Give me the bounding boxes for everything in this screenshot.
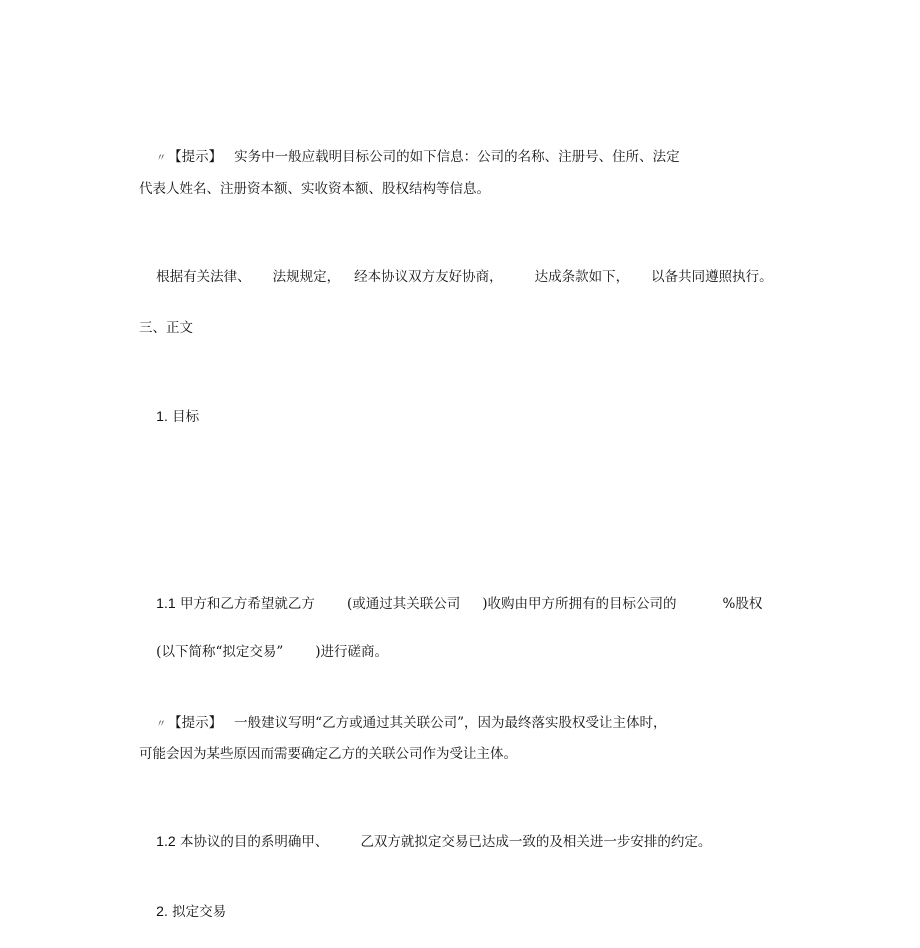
preamble-part-e: 以备共同遵照执行。 <box>651 269 773 285</box>
tip-mark-icon: 〃 <box>156 153 167 164</box>
clause-part-b: )进行磋商。 <box>315 644 389 660</box>
section-heading: 三、正文 <box>139 320 193 336</box>
clause-1-2 <box>139 814 711 869</box>
clause-number: 1. <box>156 408 168 424</box>
clause-heading-1 <box>139 389 199 444</box>
clause-number: 2. <box>156 903 168 919</box>
tip-paragraph-2 <box>139 696 666 752</box>
clause-heading-2 <box>139 884 226 939</box>
clause-part-a: (以下简称“拟定交易” <box>156 644 284 660</box>
clause-title: 目标 <box>172 409 200 425</box>
clause-part-d: %股权 <box>722 596 763 612</box>
preamble-paragraph <box>139 250 773 304</box>
clause-part-b: 乙双方就拟定交易已达成一致的及相关进一步安排的约定。 <box>360 834 712 850</box>
clause-part-c: )收购由甲方所拥有的目标公司的 <box>482 596 677 612</box>
tip-label: 【提示】 <box>168 715 223 731</box>
clause-number: 1.2 <box>156 833 176 849</box>
preamble-part-a: 根据有关法律、 <box>156 269 251 285</box>
tip-paragraph-2-continued: 可能会因为某些原因而需要确定乙方的关联公司作为受让主体。 <box>139 746 517 762</box>
clause-title: 拟定交易 <box>172 904 227 920</box>
clause-number: 1.1 <box>156 595 176 611</box>
tip-text: 实务中一般应载明目标公司的如下信息：公司的名称、注册号、住所、法定 <box>234 149 680 165</box>
preamble-part-d: 达成条款如下， <box>534 269 630 285</box>
clause-1-1 <box>139 576 762 631</box>
tip-mark-icon: 〃 <box>156 719 167 730</box>
preamble-part-c: 经本协议双方友好协商， <box>354 269 503 285</box>
clause-part-b: (或通过其关联公司 <box>346 596 461 612</box>
tip-paragraph-1-continued: 代表人姓名、注册资本额、实收资本额、股权结构等信息。 <box>139 181 490 197</box>
clause-part-a: 本协议的目的系明确甲、 <box>179 834 329 850</box>
clause-part-a: 甲方和乙方希望就乙方 <box>179 596 315 612</box>
preamble-part-b: 法规规定， <box>272 269 341 285</box>
tip-text: 一般建议写明“乙方或通过其关联公司”，因为最终落实股权受让主体时， <box>234 715 667 731</box>
tip-label: 【提示】 <box>168 149 223 165</box>
clause-1-1-continued <box>139 625 388 679</box>
tip-paragraph-1 <box>139 130 680 186</box>
